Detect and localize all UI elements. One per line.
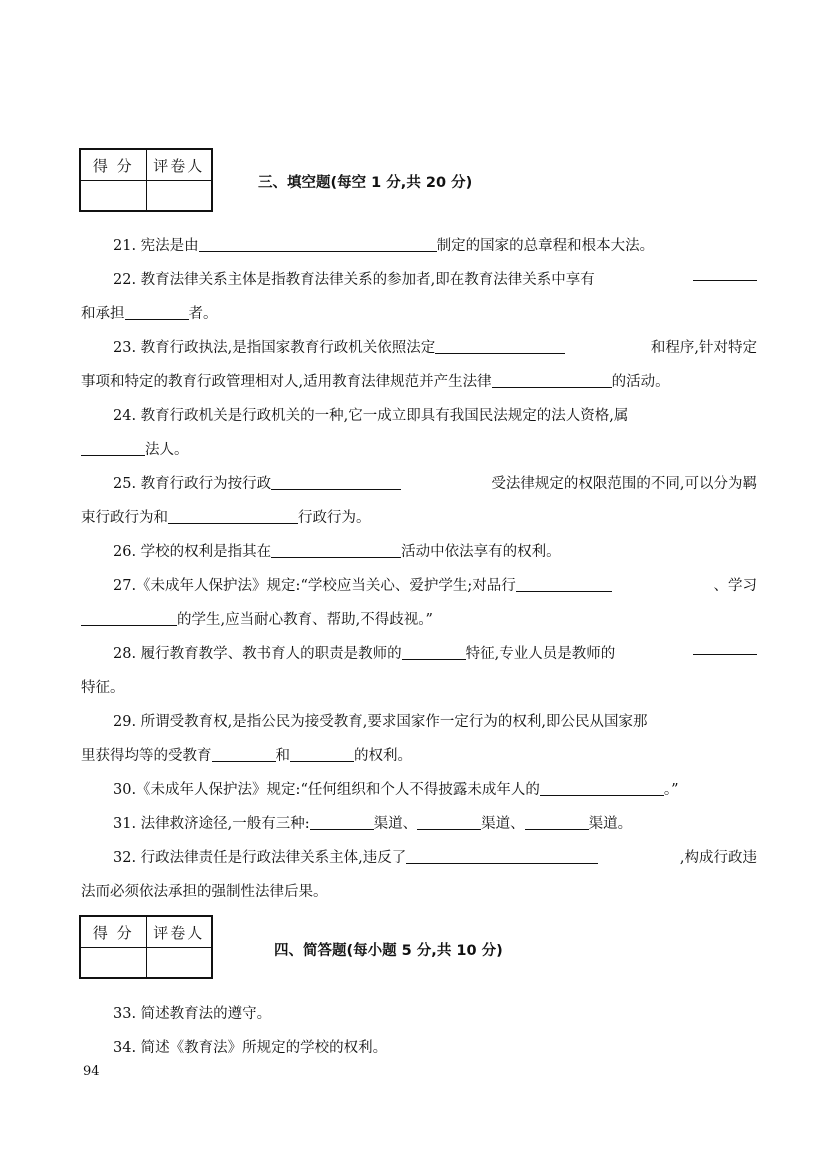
question-32 xyxy=(81,842,757,876)
q23-text-b: 和程序,针对特定 xyxy=(650,340,757,356)
question-29 xyxy=(81,706,757,740)
question-22 xyxy=(81,264,757,298)
q23-text-a: 23. 教育行政执法,是指国家教育行政机关依照法定 xyxy=(113,340,436,356)
q29-blank-2 xyxy=(290,745,354,762)
question-30 xyxy=(81,774,757,808)
question-33 xyxy=(81,998,757,1032)
question-23 xyxy=(81,332,757,366)
question-31 xyxy=(81,808,757,842)
question-25-line2 xyxy=(81,502,757,536)
q25-blank-2 xyxy=(168,507,298,524)
score-header: 得 分 xyxy=(92,923,134,942)
q28-blank-1 xyxy=(402,643,466,660)
score-table-section4 xyxy=(79,915,213,979)
q27-text-b: 、学习 xyxy=(713,578,757,594)
q25-blank-1 xyxy=(271,473,401,490)
q25-text-d: 行政行为。 xyxy=(298,510,371,526)
question-29-line2 xyxy=(81,740,757,774)
q22-text-a: 22. 教育法律关系主体是指教育法律关系的参加者,即在教育法律关系中享有 xyxy=(113,272,595,288)
question-24-line2 xyxy=(81,434,757,468)
question-27 xyxy=(81,570,757,604)
q26-text-b: 活动中依法享有的权利。 xyxy=(401,544,561,560)
section3-title: 三、填空题(每空 1 分,共 20 分) xyxy=(258,175,473,191)
question-22-line2 xyxy=(81,298,757,332)
q24-blank xyxy=(81,439,145,456)
section4-title: 四、简答题(每小题 5 分,共 10 分) xyxy=(274,943,503,959)
q28-text-c: 特征。 xyxy=(81,680,125,696)
question-25 xyxy=(81,468,757,502)
q28-text-b: 特征,专业人员是教师的 xyxy=(465,646,616,662)
question-28 xyxy=(81,638,757,672)
q32-text-a: 32. 行政法律责任是行政法律关系主体,违反了 xyxy=(113,850,407,866)
q23-blank-2 xyxy=(492,371,612,388)
q27-text-a: 27.《未成年人保护法》规定:“学校应当关心、爱护学生;对品行 xyxy=(113,578,516,594)
q22-blank-2 xyxy=(125,303,189,320)
q23-text-d: 的活动。 xyxy=(611,374,670,390)
q29-text-c: 和 xyxy=(275,748,290,764)
question-28-line2 xyxy=(81,672,757,706)
question-32-line2 xyxy=(81,876,757,910)
q29-text-b: 里获得均等的受教育 xyxy=(81,748,212,764)
score-cell xyxy=(81,181,146,211)
q32-text-b: ,构成行政违 xyxy=(679,850,757,866)
q23-blank-1 xyxy=(435,337,565,354)
q31-text-c: 渠道、 xyxy=(481,816,525,832)
q31-text-d: 渠道。 xyxy=(588,816,633,832)
question-27-line2 xyxy=(81,604,757,638)
q28-text-a: 28. 履行教育教学、教书育人的职责是教师的 xyxy=(113,646,402,662)
q25-text-a: 25. 教育行政行为按行政 xyxy=(113,476,272,492)
grader-header: 评卷人 xyxy=(146,917,212,947)
q22-text-c: 者。 xyxy=(188,306,218,322)
q32-blank xyxy=(406,847,598,864)
q26-blank xyxy=(271,541,401,558)
question-34 xyxy=(81,1032,757,1066)
q26-text-a: 26. 学校的权利是指其在 xyxy=(113,544,272,560)
q30-blank xyxy=(540,779,664,796)
q23-text-c: 事项和特定的教育行政管理相对人,适用教育法律规范并产生法律 xyxy=(81,374,492,390)
q31-blank-3 xyxy=(525,813,589,830)
q27-text-c: 的学生,应当耐心教育、帮助,不得歧视。” xyxy=(177,612,433,628)
q31-blank-1 xyxy=(310,813,374,830)
q31-blank-2 xyxy=(417,813,481,830)
q21-text-b: 制定的国家的总章程和根本大法。 xyxy=(436,238,655,254)
q24-text-b: 法人。 xyxy=(145,442,189,458)
question-23-line2 xyxy=(81,366,757,400)
q22-text-b: 和承担 xyxy=(81,306,125,322)
q24-text-a: 24. 教育行政机关是行政机关的一种,它一成立即具有我国民法规定的法人资格,属 xyxy=(113,408,629,424)
score-header: 得 分 xyxy=(92,156,134,175)
q31-text-b: 渠道、 xyxy=(373,816,418,832)
page-number: 94 xyxy=(83,1064,100,1079)
score-cell xyxy=(81,948,146,978)
q25-text-b: 受法律规定的权限范围的不同,可以分为羁 xyxy=(491,476,757,492)
q22-blank-1 xyxy=(693,264,757,281)
score-table-section3 xyxy=(79,148,213,212)
grader-cell xyxy=(146,948,212,978)
question-26 xyxy=(81,536,757,570)
q31-text-a: 31. 法律救济途径,一般有三种: xyxy=(113,816,310,832)
q28-blank-2 xyxy=(693,638,757,655)
q21-blank xyxy=(199,235,437,252)
q27-blank-2 xyxy=(81,609,177,626)
q29-blank-1 xyxy=(212,745,276,762)
q27-blank-1 xyxy=(516,575,612,592)
question-24 xyxy=(81,400,757,434)
q30-text-b: 。” xyxy=(663,782,679,798)
q21-text-a: 21. 宪法是由 xyxy=(113,238,199,254)
q25-text-c: 束行政行为和 xyxy=(81,510,168,526)
question-21 xyxy=(81,230,757,264)
q32-text-c: 法而必须依法承担的强制性法律后果。 xyxy=(81,884,328,900)
q29-text-a: 29. 所谓受教育权,是指公民为接受教育,要求国家作一定行为的权利,即公民从国家那 xyxy=(113,714,648,730)
q34-text: 34. 简述《教育法》所规定的学校的权利。 xyxy=(113,1040,388,1056)
grader-header: 评卷人 xyxy=(146,150,212,180)
q29-text-d: 的权利。 xyxy=(354,748,412,764)
q33-text: 33. 简述教育法的遵守。 xyxy=(113,1006,272,1022)
grader-cell xyxy=(146,181,212,211)
q30-text-a: 30.《未成年人保护法》规定:“任何组织和个人不得披露未成年人的 xyxy=(113,782,540,798)
